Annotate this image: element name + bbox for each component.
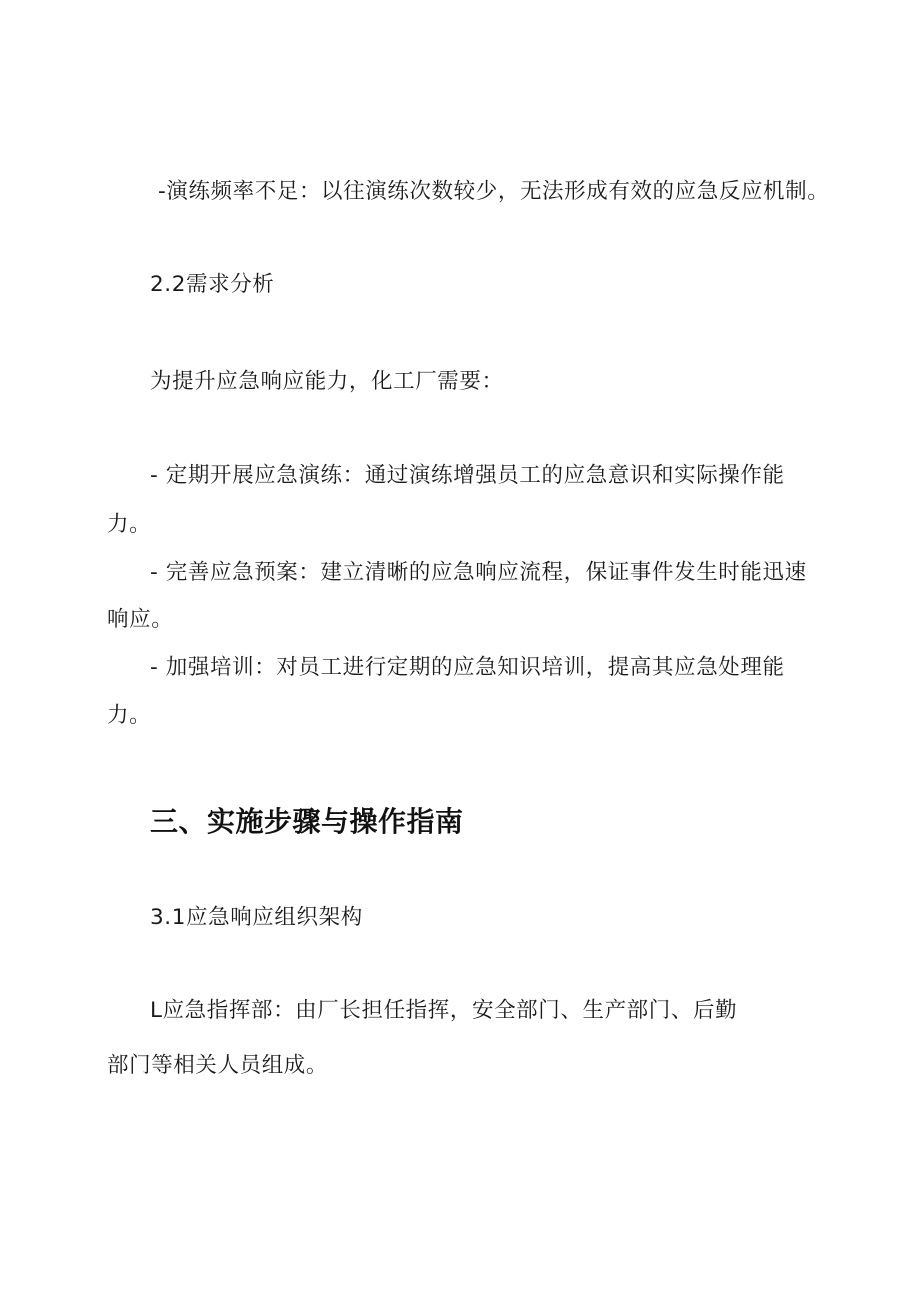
- subheading-2-2: 2.2需求分析: [150, 272, 275, 297]
- list-item-training-cont: 力。: [107, 703, 152, 728]
- subheading-3-1: 3.1应急响应组织架构: [150, 905, 363, 930]
- list-item-drills-cont: 力。: [107, 512, 152, 537]
- paragraph-command: L应急指挥部：由厂长担任指挥，安全部门、生产部门、后勤: [150, 998, 738, 1023]
- paragraph-intro: 为提升应急响应能力，化工厂需要：: [150, 369, 504, 394]
- list-item-drills: - 定期开展应急演练：通过演练增强员工的应急意识和实际操作能: [150, 463, 785, 488]
- list-item-training: - 加强培训：对员工进行定期的应急知识培训，提高其应急处理能: [150, 655, 785, 680]
- section-heading-3: 三、实施步骤与操作指南: [150, 805, 464, 838]
- list-item-plan: - 完善应急预案：建立清晰的应急响应流程，保证事件发生时能迅速: [150, 560, 807, 585]
- paragraph-command-cont: 部门等相关人员组成。: [107, 1053, 329, 1078]
- paragraph-drill-frequency: -演练频率不足：以往演练次数较少，无法形成有效的应急反应机制。: [158, 179, 830, 204]
- list-item-plan-cont: 响应。: [107, 607, 174, 632]
